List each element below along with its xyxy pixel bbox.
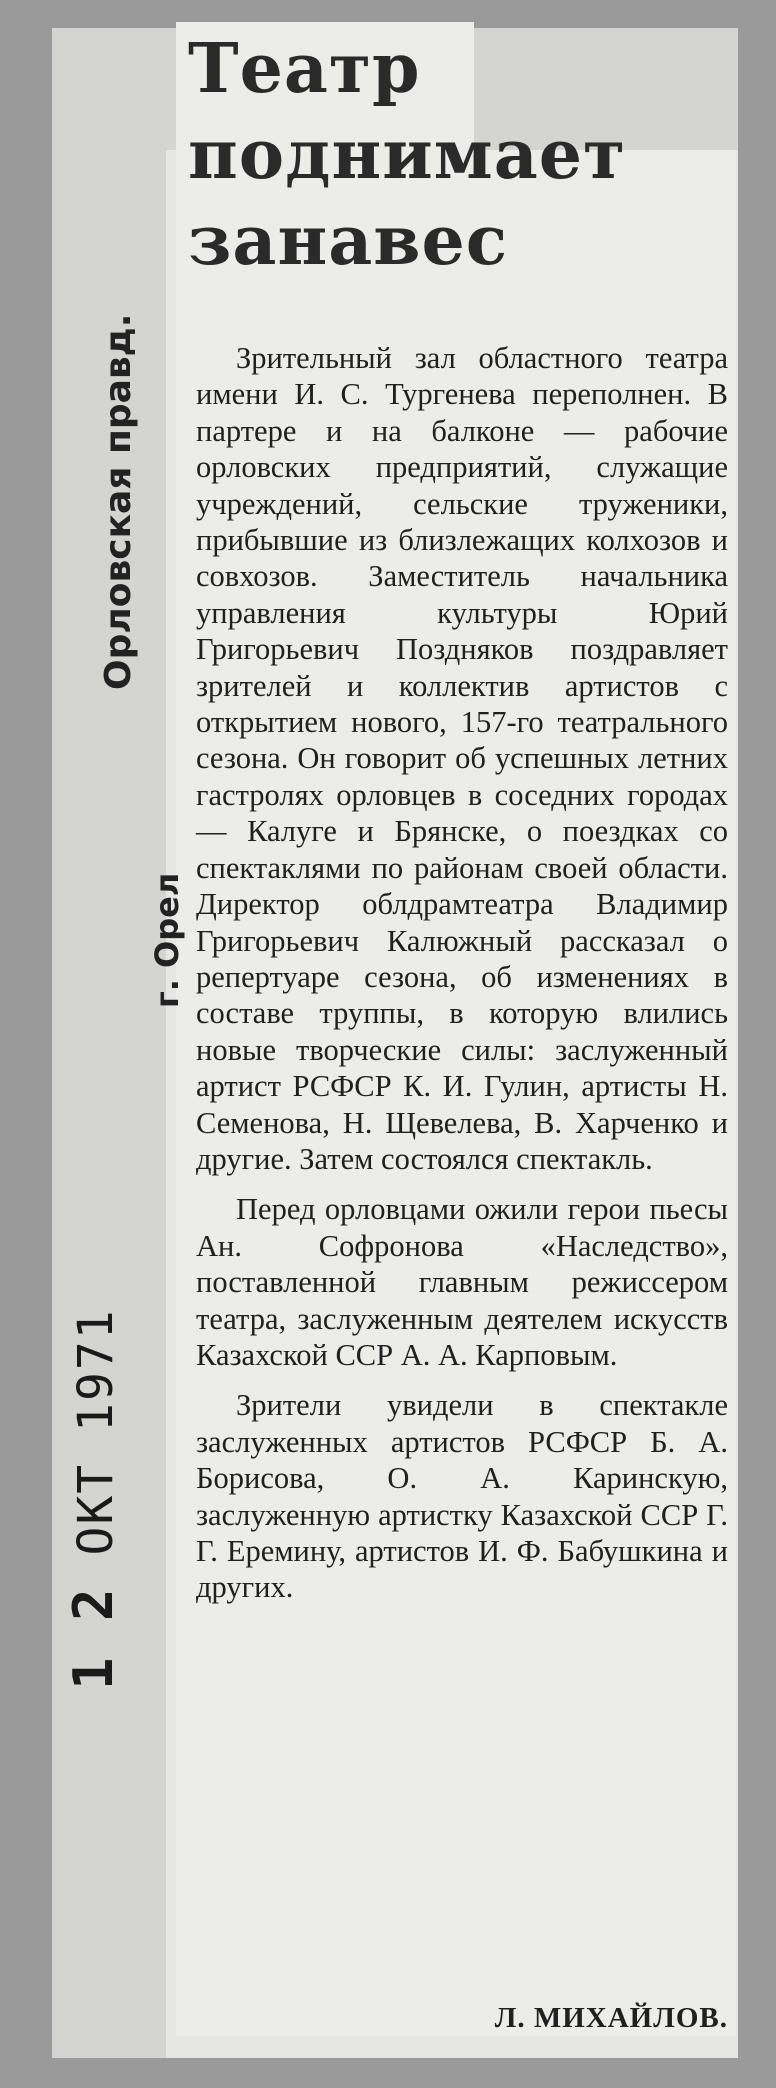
article-body [196, 340, 728, 1606]
article-paragraph: Зрители увидели в спектакле заслуженных артистов РСФСР Б. А. Борисова, О. А. Каринскую, заслуженную артистку Казахской ССР Г. Г. Еремину, артистов И. Ф. Бабушкина и других. [196, 1388, 728, 1605]
article-paragraph: Перед орловцами ожили герои пьесы Ан. Софронова «Наследство», поставленной главным режиссером театра, заслуженным деятелем искусств Казахской ССР А. А. Карповым. [196, 1192, 728, 1372]
date-stamp [62, 1308, 125, 1690]
article-author: Л. МИХАЙЛОВ. [494, 2002, 728, 2034]
city-stamp: г. Орел [148, 872, 186, 1008]
date-stamp-day: 1 2 [62, 1586, 125, 1690]
source-stamp: Орловская правд. [98, 313, 139, 690]
article-paragraph: Зрительный зал областного театра имени И. С. Тургенева переполнен. В партере и на балконе — рабочие орловских предприятий, служащие учреждений, сельские труженики, прибывшие из близлежащих колхозов и совхозов. Заместитель начальника управления культуры Юрий Григорьевич Поздняков поздравляет зрителей и коллектив артистов с открытием нового, 157-го театрального сезона. Он говорит об успешных летних гастролях орловцев в соседних городах — Калуге и Брянске, о поездках со спектаклями по районам своей области. Директор облдрамтеатра Владимир Григорьевич Калюжный рассказал о репертуаре сезона, об изменениях в составе труппы, в которую влились новые творческие силы: заслуженный артист РСФСР К. И. Гулин, артисты Н. Семенова, Н. Щевелева, В. Харченко и другие. Затем состоялся спектакль. [196, 341, 728, 1176]
date-stamp-month-year: ОКТ 1971 [68, 1308, 124, 1556]
article-headline: Театр поднимает занавес [188, 29, 627, 281]
